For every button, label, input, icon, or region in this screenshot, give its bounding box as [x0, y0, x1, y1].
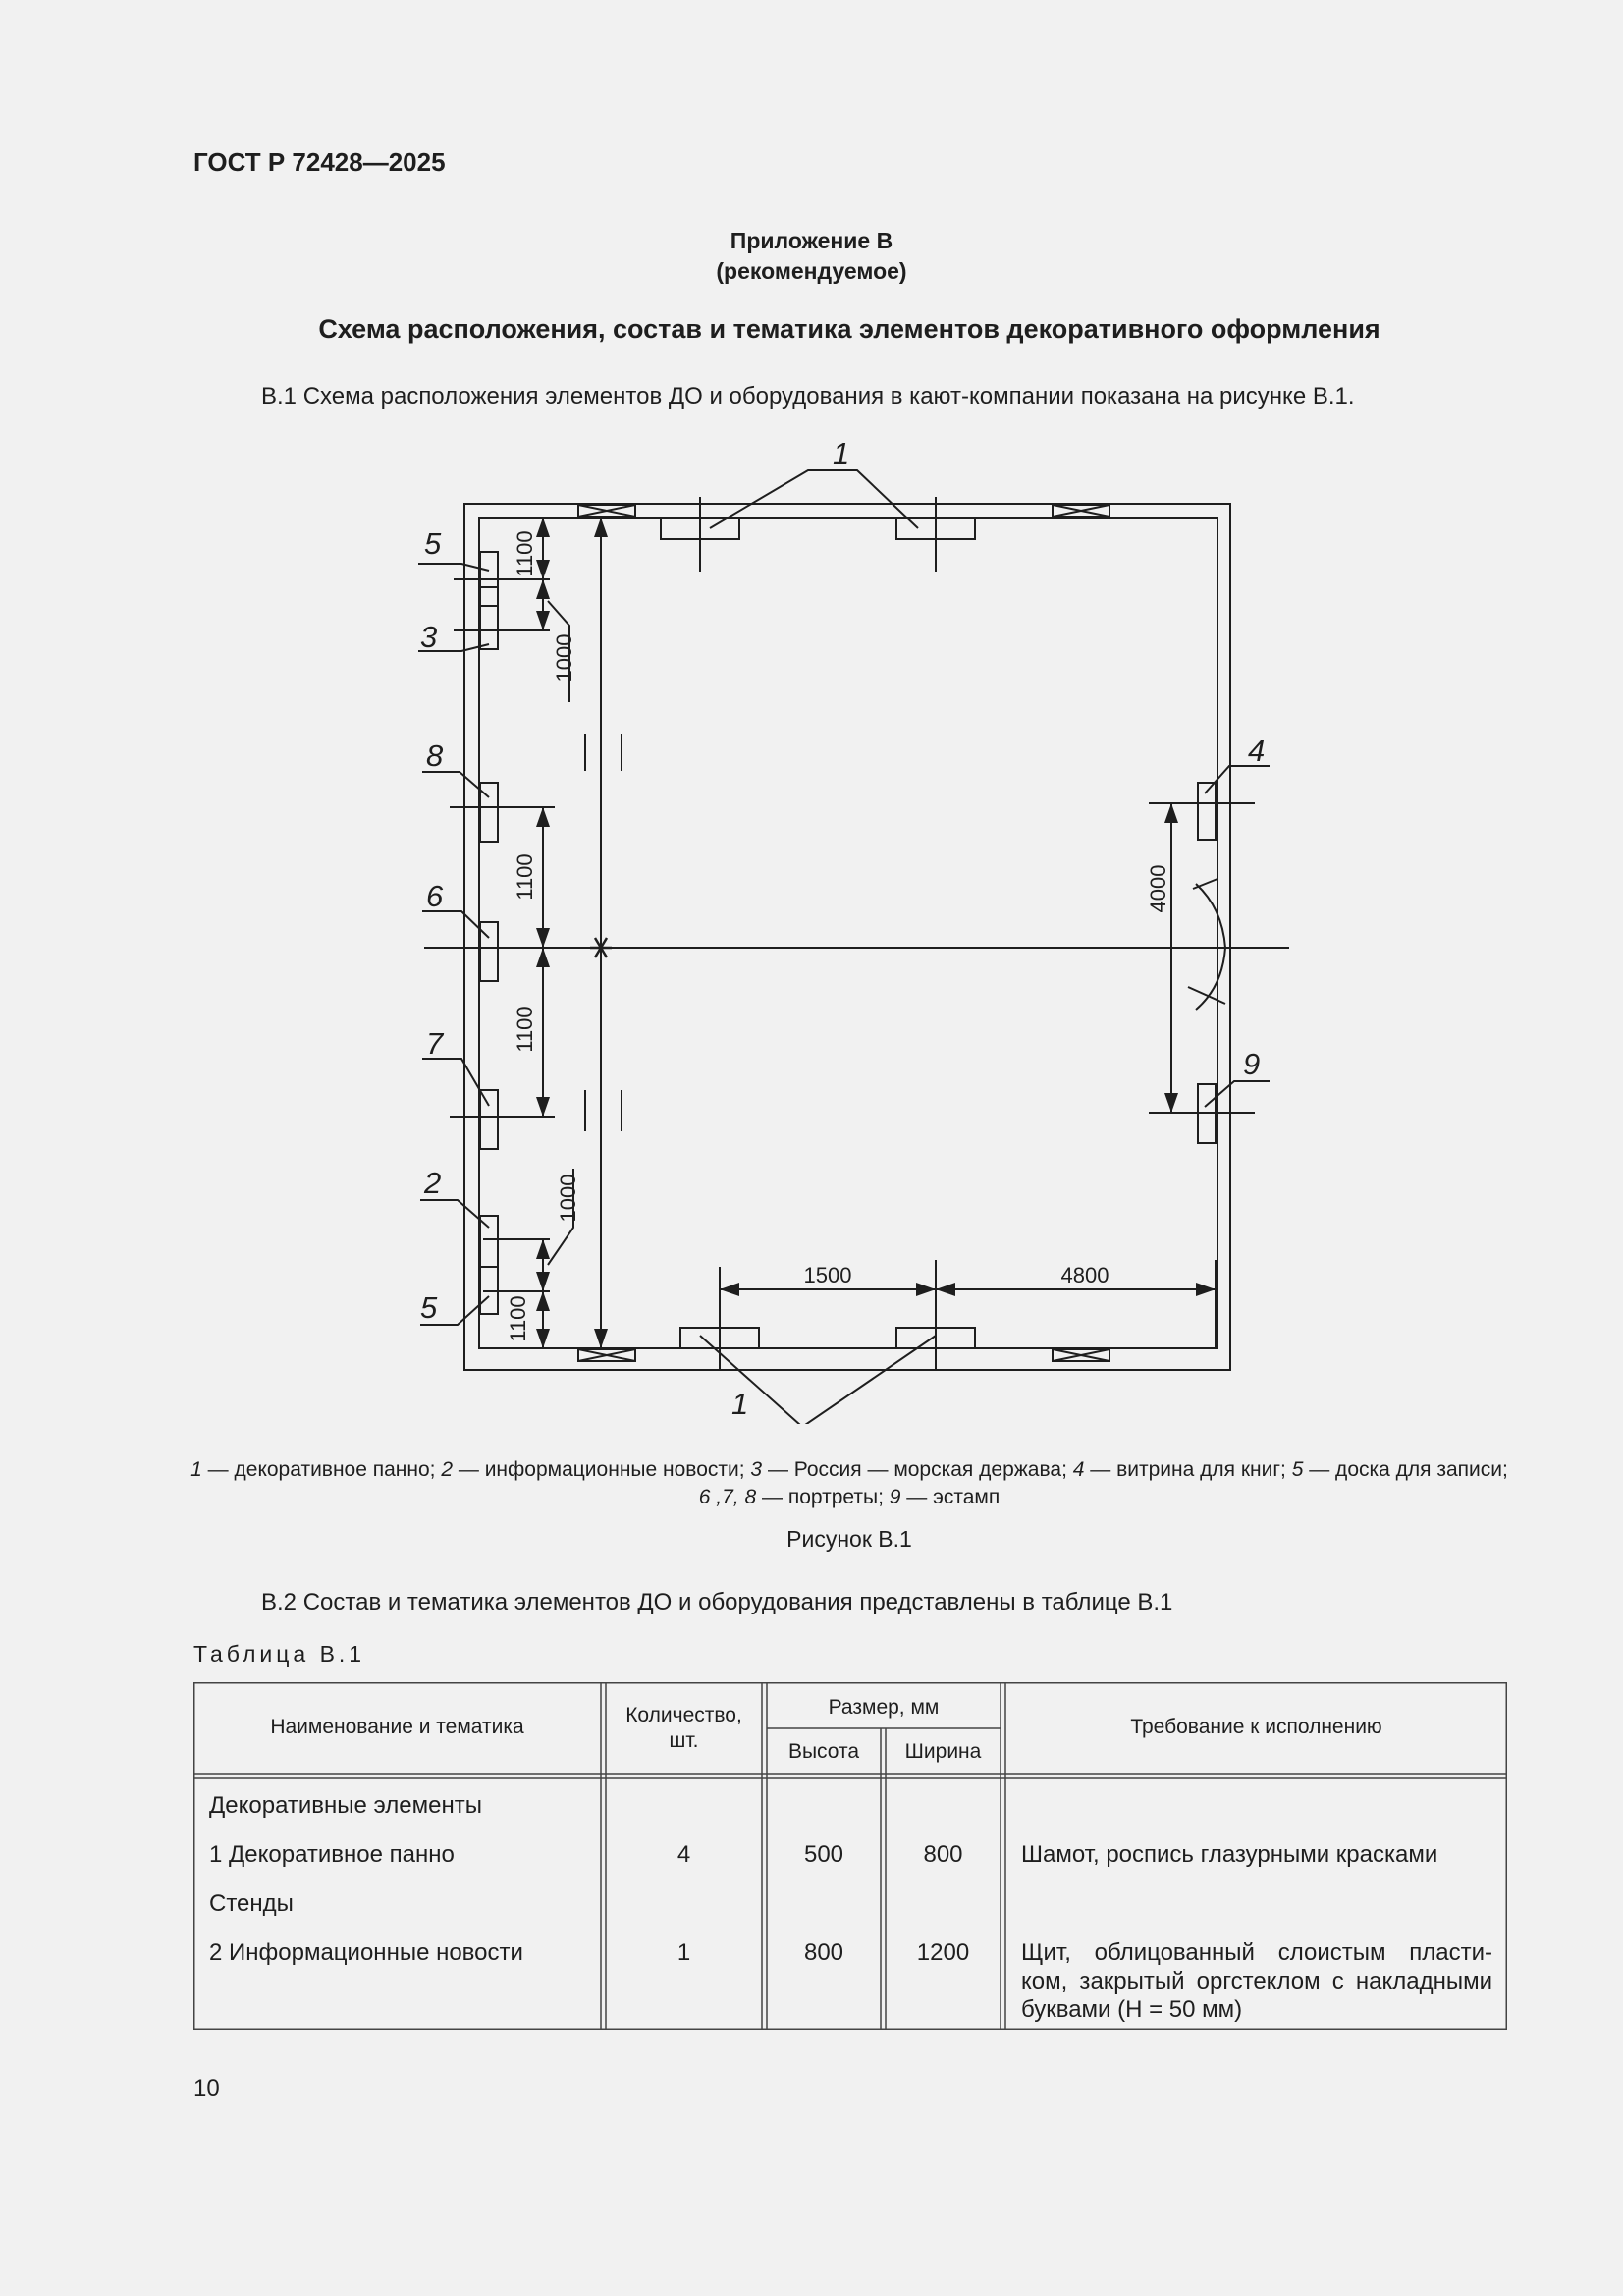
dim-1500: 1500	[803, 1263, 852, 1287]
legend-num: 4	[1072, 1458, 1085, 1481]
row-name-news: 2 Информационные новости	[209, 1940, 523, 1966]
legend-text: — доска для записи;	[1303, 1458, 1508, 1481]
legend-num: 5	[1291, 1458, 1304, 1481]
legend-num: 3	[750, 1458, 763, 1481]
dim-1100-top: 1100	[513, 530, 537, 577]
callout-right-9: 9	[1243, 1047, 1261, 1081]
row-req-news-line3: буквами (Н = 50 мм)	[1021, 1996, 1243, 2023]
legend-text: — эстамп	[900, 1486, 1001, 1508]
row-req-news-line1: Щит, облицованный слоистым пласти-	[1021, 1940, 1492, 1966]
layout-diagram	[0, 432, 1623, 1424]
callout-left-3: 3	[420, 620, 438, 654]
legend-num: 1	[190, 1458, 202, 1481]
row-group-decorative: Декоративные элементы	[209, 1792, 482, 1819]
window-bottom-left	[578, 1349, 635, 1361]
section-heading: Схема расположения, состав и тематика элементов декоративного оформления	[318, 314, 1380, 344]
legend-text: — декоративное панно;	[201, 1458, 442, 1481]
row-qty-panel: 4	[676, 1841, 691, 1868]
row-group-stands: Стенды	[209, 1890, 294, 1917]
header-name: Наименование и тематика	[270, 1716, 524, 1738]
row-width-news: 1200	[916, 1940, 970, 1966]
legend-num: 9	[889, 1486, 901, 1508]
header-qty-line1: Количество,	[625, 1704, 742, 1726]
callout-left-5b: 5	[420, 1290, 438, 1325]
row-req-panel: Шамот, роспись глазурными красками	[1021, 1841, 1438, 1868]
figure-legend	[187, 1456, 1512, 1511]
inner-wall	[479, 518, 1217, 1348]
annex-status: (рекомендуемое)	[716, 258, 907, 284]
row-height-panel: 500	[803, 1841, 844, 1868]
table-caption: Таблица В.1	[193, 1641, 366, 1667]
dim-1100-upper: 1100	[513, 853, 537, 901]
stand-3	[480, 587, 498, 649]
legend-text: — Россия — морская держава;	[762, 1458, 1073, 1481]
legend-text: — витрина для книг;	[1084, 1458, 1292, 1481]
header-qty-line2: шт.	[669, 1729, 699, 1752]
header-height: Высота	[787, 1740, 860, 1763]
dim-4800: 4800	[1060, 1263, 1109, 1287]
callout-left-7: 7	[426, 1026, 444, 1061]
figure-caption: Рисунок В.1	[786, 1526, 912, 1552]
row-qty-news: 1	[676, 1940, 691, 1966]
window-top-right	[1053, 505, 1109, 517]
legend-num: 2	[441, 1458, 454, 1481]
portrait-7	[480, 1090, 498, 1149]
row-width-panel: 800	[923, 1841, 963, 1868]
row-name-panel: 1 Декоративное панно	[209, 1841, 455, 1868]
table-b1	[193, 1682, 1507, 2030]
callout-right-4: 4	[1248, 734, 1266, 768]
callout-left-2: 2	[424, 1166, 442, 1200]
legend-text: — портреты;	[756, 1486, 890, 1508]
callout-bottom: 1	[731, 1387, 749, 1421]
header-size: Размер, мм	[828, 1696, 940, 1719]
dim-1000-bottom: 1000	[556, 1174, 580, 1223]
legend-num: 6 ,7, 8	[698, 1486, 757, 1508]
paragraph-b2: В.2 Состав и тематика элементов ДО и оборудования представлены в таблице В.1	[261, 1589, 1173, 1615]
paragraph-b1: В.1 Схема расположения элементов ДО и оборудования в кают-компании показана на рисунке В.1.	[261, 383, 1355, 410]
page-number: 10	[193, 2075, 220, 2102]
header-requirements: Требование к исполнению	[1130, 1716, 1382, 1738]
header-width: Ширина	[904, 1740, 982, 1763]
document-id: ГОСТ Р 72428—2025	[193, 147, 446, 177]
row-req-news-line2: ком, закрытый оргстеклом с накладными	[1021, 1968, 1492, 1995]
callout-left-8: 8	[426, 738, 444, 773]
callout-left-6: 6	[426, 879, 444, 913]
window-bottom-right	[1053, 1349, 1109, 1361]
callout-left-5a: 5	[424, 526, 442, 561]
annex-title: Приложение В	[730, 228, 893, 253]
dim-1100-lower: 1100	[513, 1006, 537, 1053]
callout-top: 1	[833, 436, 850, 470]
dim-1100-bottom: 1100	[506, 1295, 530, 1342]
outer-wall	[464, 504, 1230, 1370]
row-height-news: 800	[803, 1940, 844, 1966]
dim-1000-top: 1000	[552, 633, 576, 683]
dim-4000: 4000	[1146, 864, 1170, 913]
window-top-left	[578, 505, 635, 517]
legend-text: — информационные новости;	[453, 1458, 751, 1481]
